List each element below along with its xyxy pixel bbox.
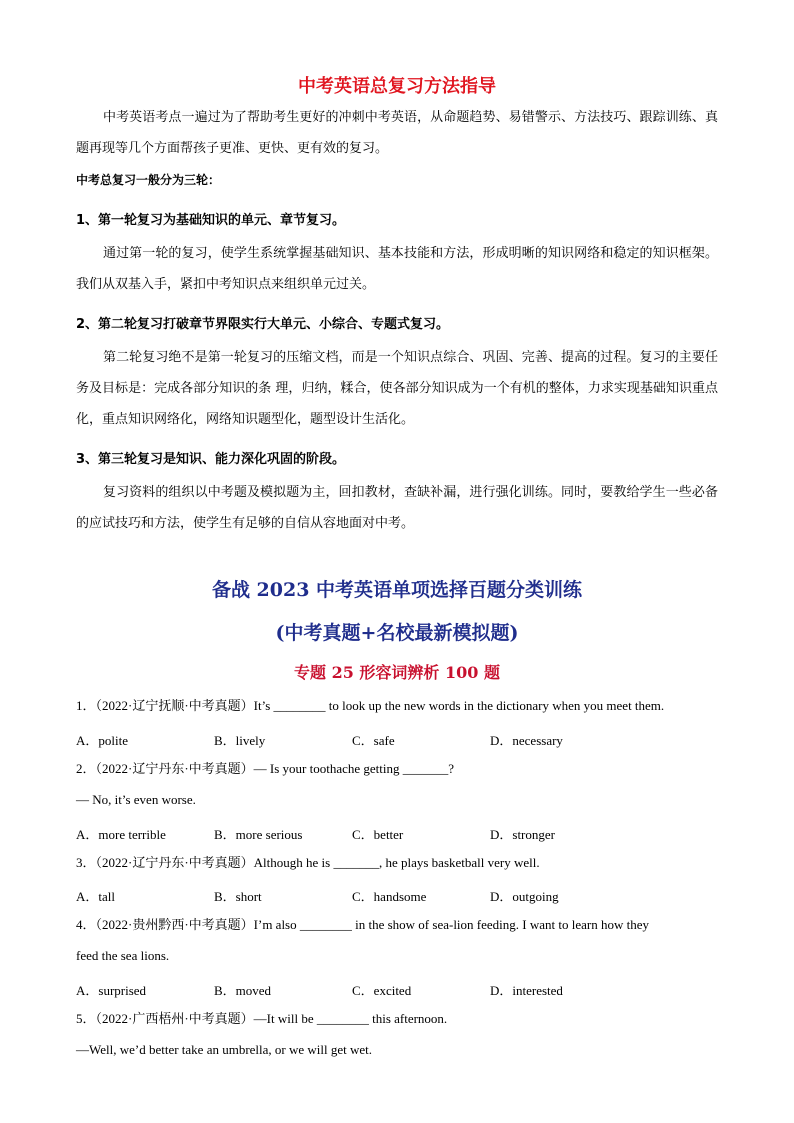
q4-option-a[interactable]: A．surprised [76,983,147,998]
q4-option-c[interactable]: C．excited [352,983,412,998]
question-2: 2．（2022·辽宁丹东·中考真题）— Is your toothache getting _______? [76,761,455,776]
q2-option-b[interactable]: B．more serious [214,827,303,842]
q1-option-b[interactable]: B．lively [214,733,266,748]
q1-option-d[interactable]: D．necessary [490,733,563,748]
question-2-reply: — No, it’s even worse. [76,792,196,807]
q2-option-c[interactable]: C．better [352,827,404,842]
round3-text: 复习资料的组织以中考题及模拟题为主，回扣教材，查缺补漏，进行强化训练。同时，要教给学生一些必备的应试技巧和方法，使学生有足够的自信从容地面对中考。 [76,485,718,531]
training-subtitle: (中考真题+名校最新模拟题) [275,622,519,644]
training-title: 备战 2023 中考英语单项选择百题分类训练 [211,579,583,601]
guide-title: 中考英语总复习方法指导 [298,76,496,97]
q3-option-d[interactable]: D．outgoing [490,889,559,904]
question-5-reply: —Well, we’d better take an umbrella, or we will get wet. [76,1042,373,1057]
question-3: 3．（2022·辽宁丹东·中考真题）Although he is _______, he plays basketball very well. [76,855,540,870]
q1-option-c[interactable]: C．safe [352,733,395,748]
round1-heading: 1、第一轮复习为基础知识的单元、章节复习。 [76,213,346,228]
round3-heading: 3、第三轮复习是知识、能力深化巩固的阶段。 [76,452,346,467]
question-4: 4．（2022·贵州黔西·中考真题）I’m also ________ in the show of sea-lion feeding. I want to learn how they [76,917,649,932]
q3-option-a[interactable]: A．tall [76,889,115,904]
q4-option-b[interactable]: B．moved [214,983,272,998]
guide-intro: 中考英语考点一遍过为了帮助考生更好的冲刺中考英语，从命题趋势、易错警示、方法技巧、跟踪训练、真题再现等几个方面帮孩子更准、更快、更有效的复习。 [76,110,718,156]
question-5: 5．（2022·广西梧州·中考真题）—It will be ________ this afternoon. [76,1011,448,1026]
round2-heading: 2、第二轮复习打破章节界限实行大单元、小综合、专题式复习。 [76,317,450,332]
q2-option-a[interactable]: A．more terrible [76,827,166,842]
question-4-continued: feed the sea lions. [76,948,170,963]
rounds-heading: 中考总复习一般分为三轮： [76,173,221,187]
question-1: 1．（2022·辽宁抚顺·中考真题）It’s ________ to look up the new words in the dictionary when you meet them. [76,698,665,713]
round2-text: 第二轮复习绝不是第一轮复习的压缩文档，而是一个知识点综合、巩固、完善、提高的过程。复习的主要任务及目标是：完成各部分知识的条 理，归纳，糅合，使各部分知识成为一个有机的整体，力求实现基础知识重点化，重点知识网络化，网络知识题型化，题型设计生活化。 [76,350,718,427]
round1-text: 通过第一轮的复习，使学生系统掌握基础知识、基本技能和方法，形成明晰的知识网络和稳定的知识框架。我们从双基入手，紧扣中考知识点来组织单元过关。 [76,246,718,292]
q3-option-c[interactable]: C．handsome [352,889,427,904]
q1-option-a[interactable]: A．polite [76,733,128,748]
q2-option-d[interactable]: D．stronger [490,827,555,842]
topic-title: 专题 25 形容词辨析 100 题 [294,663,500,682]
q3-option-b[interactable]: B．short [214,889,262,904]
q4-option-d[interactable]: D．interested [490,983,563,998]
